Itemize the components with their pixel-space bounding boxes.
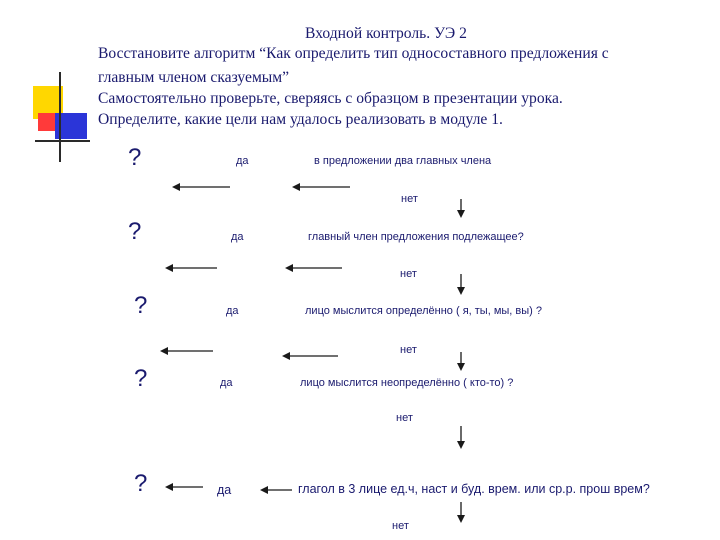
no-label-4: нет	[396, 412, 413, 424]
yes-label-3: да	[226, 305, 239, 317]
unknown-answer-5: ?	[134, 470, 148, 497]
unknown-answer-2: ?	[128, 218, 142, 245]
no-label-3: нет	[400, 344, 417, 356]
page-title: Входной контроль. УЭ 2	[305, 25, 467, 42]
unknown-answer-4: ?	[134, 365, 148, 392]
unknown-answer-3: ?	[134, 292, 148, 319]
instruction-line-2: главным членом сказуемым”	[98, 69, 290, 86]
instruction-line-4: Определите, какие цели нам удалось реализовать в модуле 1.	[98, 111, 503, 128]
instruction-line-1: Восстановите алгоритм “Как определить тип односоставного предложения с	[98, 45, 609, 62]
no-label-2: нет	[400, 268, 417, 280]
condition-2: главный член предложения подлежащее?	[308, 231, 524, 243]
no-label-1: нет	[401, 193, 418, 205]
yes-label-5: да	[217, 483, 232, 497]
condition-4: лицо мыслится неопределённо ( кто-то) ?	[300, 377, 514, 389]
yes-label-2: да	[231, 231, 244, 243]
instruction-line-3: Самостоятельно проверьте, сверяясь с образцом в презентации урока.	[98, 90, 563, 107]
yes-label-1: да	[236, 155, 249, 167]
condition-3: лицо мыслится определённо ( я, ты, мы, вы) ?	[305, 305, 542, 317]
no-label-5: нет	[392, 520, 409, 532]
unknown-answer-1: ?	[128, 144, 142, 171]
yes-label-4: да	[220, 377, 233, 389]
condition-5: глагол в 3 лице ед.ч, наст и буд. врем. или ср.р. прош врем?	[298, 482, 650, 496]
condition-1: в предложении два главных члена	[314, 155, 492, 167]
